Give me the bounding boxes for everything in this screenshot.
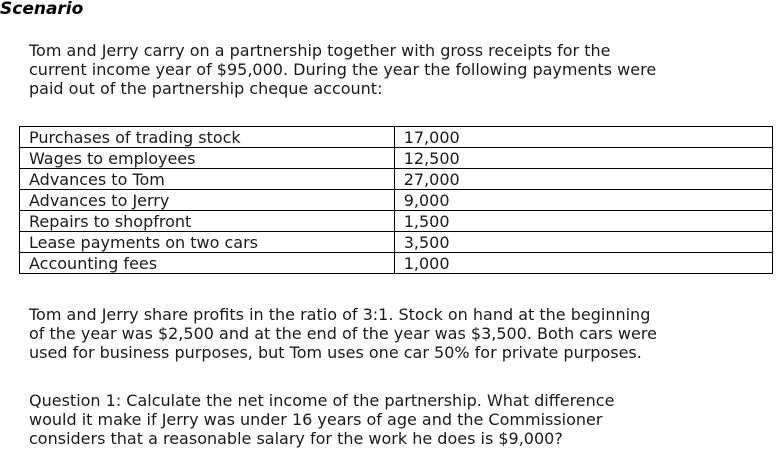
payment-item: Lease payments on two cars (20, 232, 395, 253)
table-row (20, 148, 773, 169)
payment-item: Wages to employees (20, 148, 395, 169)
payments-table (19, 126, 773, 274)
payment-amount: 9,000 (394, 190, 772, 211)
table-row (20, 169, 773, 190)
details-paragraph: Tom and Jerry share profits in the ratio of 3:1. Stock on hand at the beginning of the year was $2,500 and at the end of the year was $3,500. Both cars were used for business purposes, but Tom uses one car 50% for private purposes. (29, 305, 657, 362)
payment-amount: 1,500 (394, 211, 772, 232)
payment-amount: 17,000 (394, 127, 772, 148)
table-row (20, 232, 773, 253)
scenario-heading: Scenario (0, 0, 84, 19)
payment-amount: 3,500 (394, 232, 772, 253)
intro-paragraph: Tom and Jerry carry on a partnership together with gross receipts for the current income year of $95,000. During the year the following payments were paid out of the partnership cheque account: (29, 41, 657, 98)
payment-item: Repairs to shopfront (20, 211, 395, 232)
payment-item: Advances to Tom (20, 169, 395, 190)
payment-amount: 1,000 (394, 253, 772, 274)
table-row (20, 211, 773, 232)
question-paragraph: Question 1: Calculate the net income of the partnership. What difference would it make if Jerry was under 16 years of age and the Commissioner considers that a reasonable salary for the work he does is $9,000? (29, 391, 615, 448)
payment-amount: 27,000 (394, 169, 772, 190)
table-row (20, 253, 773, 274)
payment-item: Advances to Jerry (20, 190, 395, 211)
payment-amount: 12,500 (394, 148, 772, 169)
table-row (20, 127, 773, 148)
payment-item: Accounting fees (20, 253, 395, 274)
payment-item: Purchases of trading stock (20, 127, 395, 148)
table-row (20, 190, 773, 211)
